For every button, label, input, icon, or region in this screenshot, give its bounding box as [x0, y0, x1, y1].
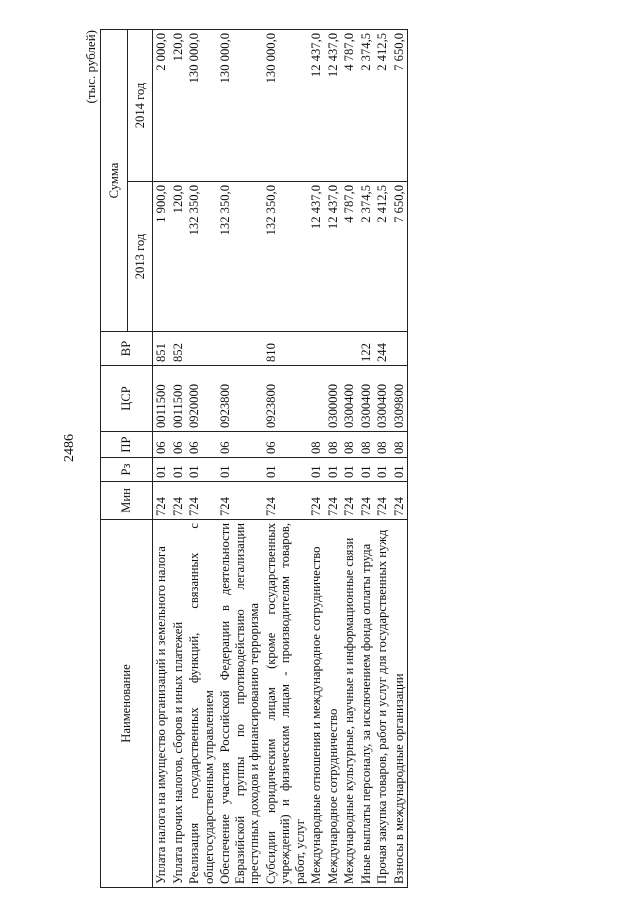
row-min: 724 — [308, 482, 325, 520]
header-vr: ВР — [101, 332, 153, 366]
row-vr — [217, 332, 263, 366]
row-rz: 01 — [263, 458, 309, 482]
row-name: Уплата налога на имущество организаций и земельного налога — [153, 520, 170, 888]
row-2013: 1 900,0 — [153, 182, 170, 332]
row-rz: 01 — [170, 458, 187, 482]
header-pr: ПР — [101, 432, 153, 458]
row-vr: 810 — [263, 332, 309, 366]
row-2014: 120,0 — [170, 29, 187, 181]
row-csr: 0011500 — [153, 366, 170, 432]
row-name: Реализация государственных функций, связанных с общегосударственным управлением — [186, 520, 217, 888]
header-name: Наименование — [101, 520, 153, 888]
row-min: 724 — [325, 482, 342, 520]
row-2013: 7 650,0 — [391, 182, 408, 332]
row-min: 724 — [341, 482, 358, 520]
row-2014: 130 000,0 — [186, 29, 217, 181]
row-name: Международные отношения и международное сотрудничество — [308, 520, 325, 888]
row-min: 724 — [217, 482, 263, 520]
row-2013: 120,0 — [170, 182, 187, 332]
header-csr: ЦСР — [101, 366, 153, 432]
row-rz: 01 — [186, 458, 217, 482]
row-pr: 06 — [153, 432, 170, 458]
row-name: Прочая закупка товаров, работ и услуг для государственных нужд — [374, 520, 391, 888]
row-vr — [186, 332, 217, 366]
row-vr: 852 — [170, 332, 187, 366]
row-rz: 01 — [391, 458, 408, 482]
row-2013: 12 437,0 — [308, 182, 325, 332]
row-2013: 132 350,0 — [186, 182, 217, 332]
row-name: Субсидии юридическим лицам (кроме государственных учреждений) и физическим лицам - производителям товаров, работ, услуг — [263, 520, 309, 888]
table-row — [170, 29, 187, 887]
table-row — [186, 29, 217, 887]
table-row — [391, 29, 408, 887]
row-rz: 01 — [374, 458, 391, 482]
rotated-page — [82, 28, 622, 888]
row-min: 724 — [391, 482, 408, 520]
row-name: Иные выплаты персоналу, за исключением фонда оплаты труда — [358, 520, 375, 888]
table-row — [308, 29, 325, 887]
row-csr: 0923800 — [263, 366, 309, 432]
row-2013: 2 412,5 — [374, 182, 391, 332]
row-vr — [308, 332, 325, 366]
row-csr: 0300400 — [358, 366, 375, 432]
row-name: Взносы в международные организации — [391, 520, 408, 888]
row-csr — [308, 366, 325, 432]
table-row — [374, 29, 391, 887]
row-min: 724 — [170, 482, 187, 520]
row-rz: 01 — [217, 458, 263, 482]
row-2014: 4 787,0 — [341, 29, 358, 181]
row-min: 724 — [358, 482, 375, 520]
row-min: 724 — [374, 482, 391, 520]
row-2013: 4 787,0 — [341, 182, 358, 332]
row-vr: 122 — [358, 332, 375, 366]
row-rz: 01 — [153, 458, 170, 482]
table-row — [153, 29, 170, 887]
row-csr: 0920000 — [186, 366, 217, 432]
row-csr: 0300400 — [374, 366, 391, 432]
row-csr: 0011500 — [170, 366, 187, 432]
row-pr: 08 — [308, 432, 325, 458]
row-rz: 01 — [308, 458, 325, 482]
table-row — [358, 29, 375, 887]
row-pr: 06 — [170, 432, 187, 458]
row-rz: 01 — [358, 458, 375, 482]
row-rz: 01 — [325, 458, 342, 482]
row-pr: 08 — [374, 432, 391, 458]
budget-table — [100, 29, 408, 888]
page-number: 2486 — [62, 434, 77, 462]
row-2014: 2 412,5 — [374, 29, 391, 181]
row-vr — [325, 332, 342, 366]
row-pr: 08 — [341, 432, 358, 458]
row-pr: 08 — [391, 432, 408, 458]
row-csr: 0309800 — [391, 366, 408, 432]
header-min: Мин — [101, 482, 153, 520]
budget-table-container — [82, 28, 622, 888]
row-pr: 06 — [217, 432, 263, 458]
table-row — [325, 29, 342, 887]
row-csr: 0923800 — [217, 366, 263, 432]
table-row — [217, 29, 263, 887]
row-min: 724 — [186, 482, 217, 520]
row-name: Международное сотрудничество — [325, 520, 342, 888]
units-label: (тыс. рублей) — [83, 30, 98, 104]
header-2014: 2014 год — [128, 29, 153, 181]
row-min: 724 — [153, 482, 170, 520]
row-2013: 132 350,0 — [217, 182, 263, 332]
row-2014: 130 000,0 — [263, 29, 309, 181]
row-name: Международные культурные, научные и информационные связи — [341, 520, 358, 888]
table-row — [341, 29, 358, 887]
row-rz: 01 — [341, 458, 358, 482]
row-2014: 2 000,0 — [153, 29, 170, 181]
row-vr: 244 — [374, 332, 391, 366]
row-2013: 12 437,0 — [325, 182, 342, 332]
row-2013: 132 350,0 — [263, 182, 309, 332]
row-2014: 130 000,0 — [217, 29, 263, 181]
row-name: Обеспечение участия Российской Федерации в деятельности Евразийской группы по противодействию легализации преступных доходов и финансированию терроризма — [217, 520, 263, 888]
row-vr — [391, 332, 408, 366]
row-2014: 7 650,0 — [391, 29, 408, 181]
row-pr: 08 — [358, 432, 375, 458]
table-row — [263, 29, 309, 887]
row-2013: 2 374,5 — [358, 182, 375, 332]
row-2014: 2 374,5 — [358, 29, 375, 181]
row-2014: 12 437,0 — [325, 29, 342, 181]
header-rz: Рз — [101, 458, 153, 482]
row-vr — [341, 332, 358, 366]
row-name: Уплата прочих налогов, сборов и иных платежей — [170, 520, 187, 888]
row-2014: 12 437,0 — [308, 29, 325, 181]
row-min: 724 — [263, 482, 309, 520]
row-pr: 06 — [263, 432, 309, 458]
header-sum: Сумма — [101, 29, 128, 331]
header-2013: 2013 год — [128, 182, 153, 332]
row-csr: 0300400 — [341, 366, 358, 432]
row-csr: 0300000 — [325, 366, 342, 432]
row-pr: 08 — [325, 432, 342, 458]
row-pr: 06 — [186, 432, 217, 458]
row-vr: 851 — [153, 332, 170, 366]
